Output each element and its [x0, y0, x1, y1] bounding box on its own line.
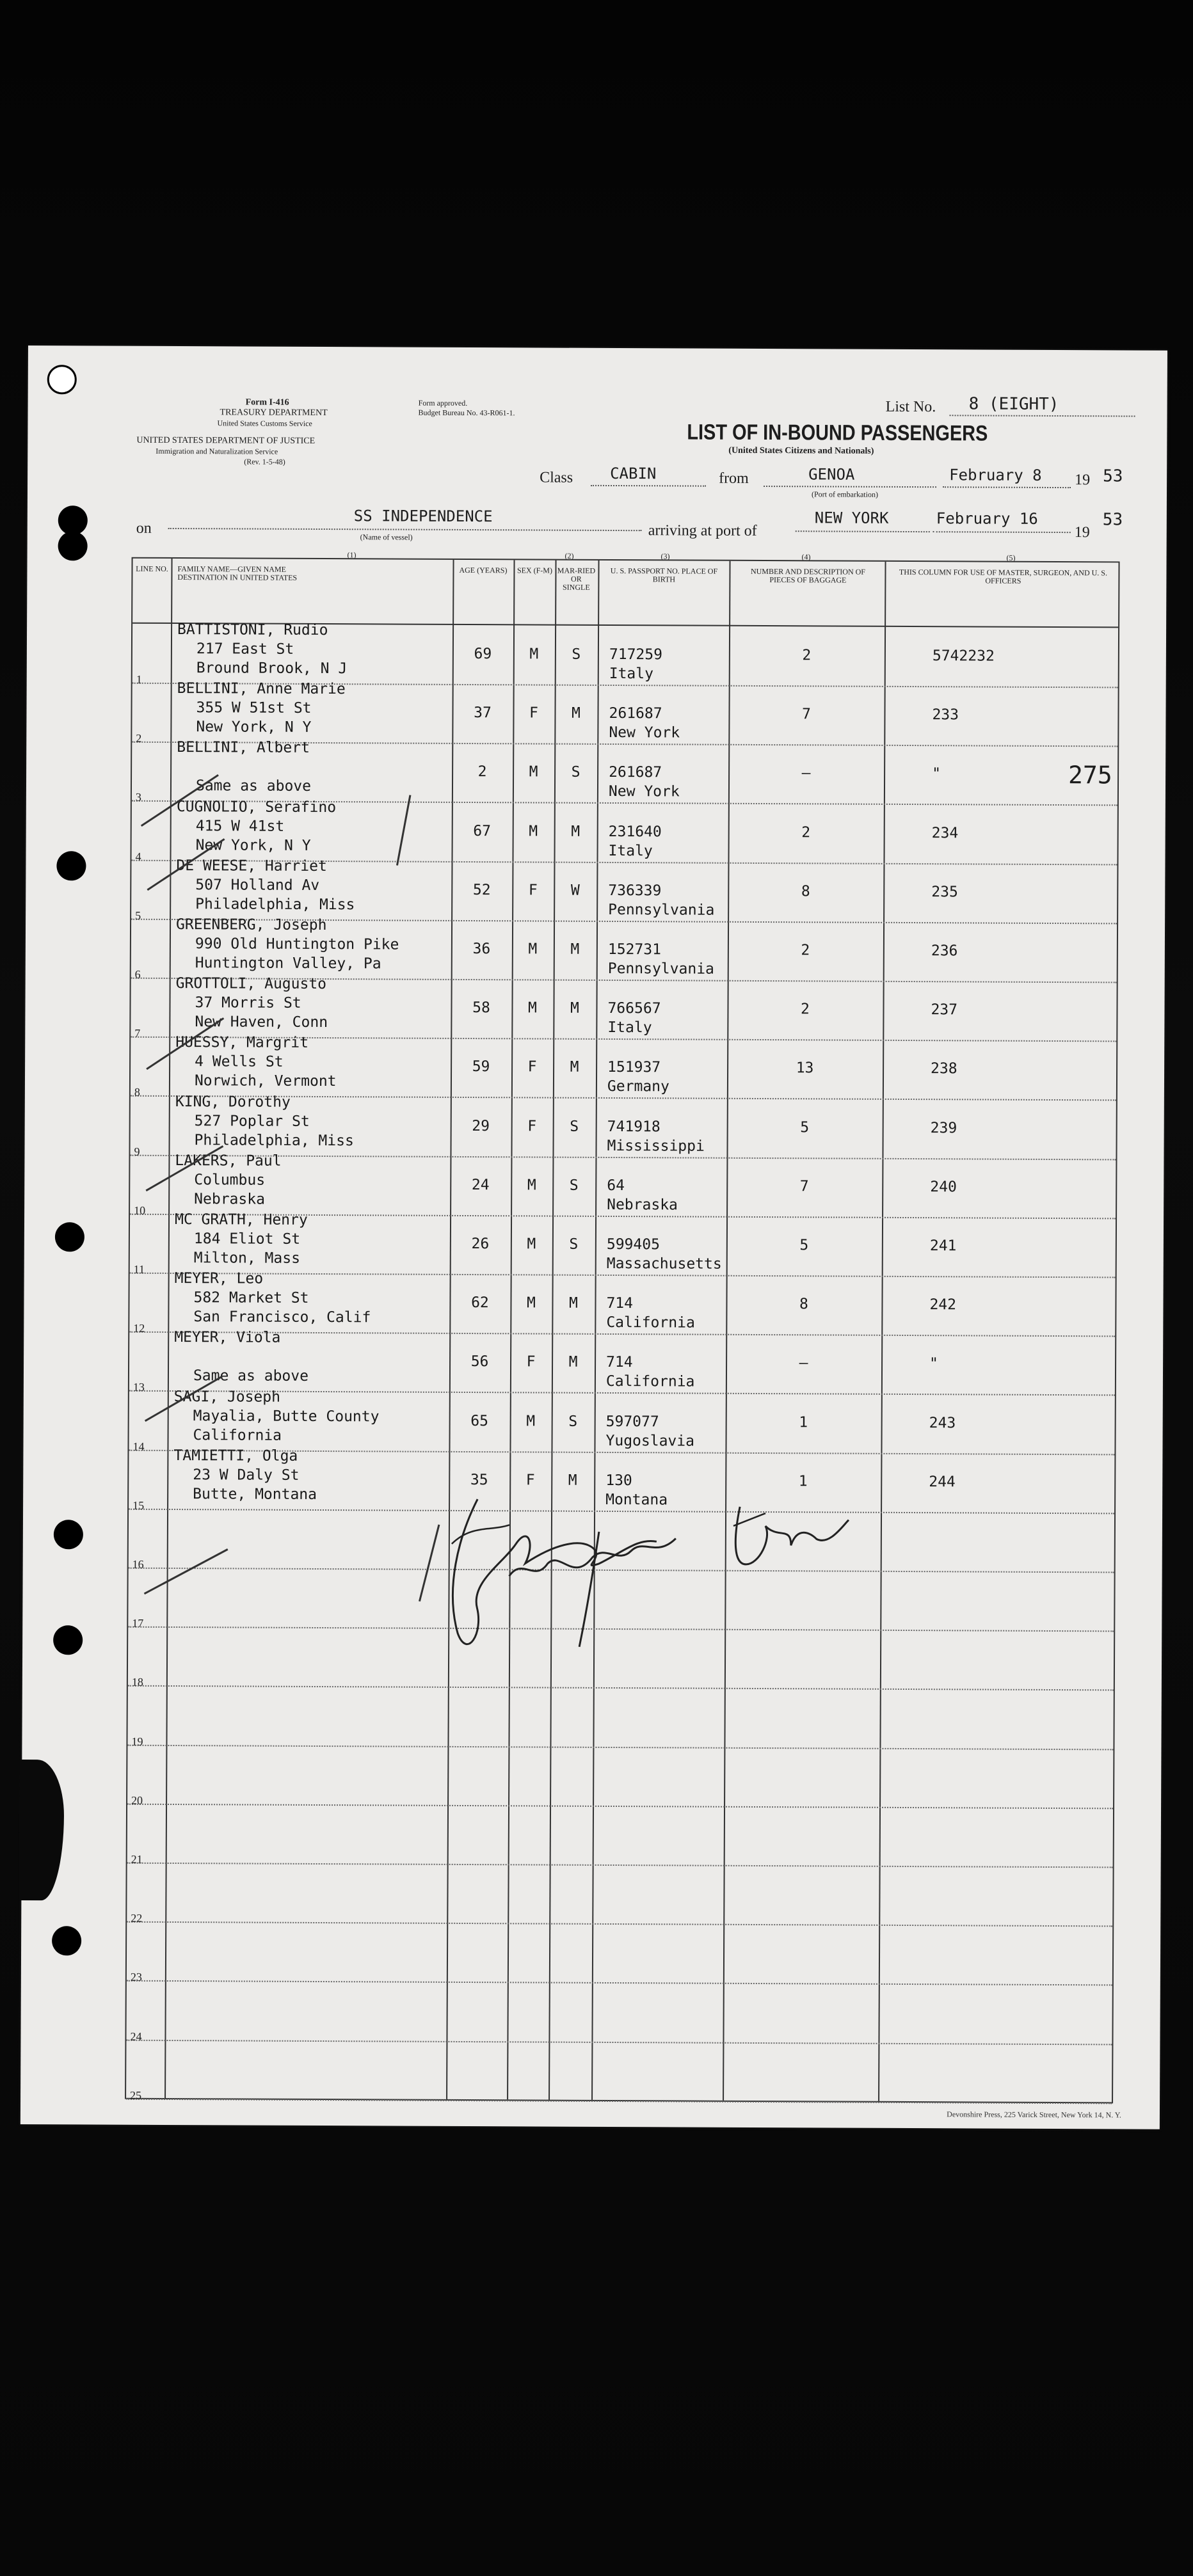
depart-date: February 8: [949, 466, 1042, 484]
line-number: 16: [132, 1557, 144, 1571]
class-underline: [591, 485, 706, 487]
officer-number: 239: [930, 1119, 957, 1136]
baggage-count: 1: [799, 1413, 808, 1431]
address-line-2: California: [193, 1426, 282, 1444]
printer-footer: Devonshire Press, 225 Varick Street, New York 14, N. Y.: [947, 2110, 1121, 2120]
address-line-2: Butte, Montana: [193, 1485, 317, 1503]
table-row: [127, 1863, 1112, 1927]
place-of-birth: Italy: [608, 842, 653, 859]
line-number: 17: [132, 1616, 144, 1630]
sex: F: [527, 1058, 537, 1076]
arrival-date-underline: [933, 531, 1071, 533]
punch-hole: [55, 1222, 84, 1252]
tally-marks: [118, 768, 481, 1704]
officer-number: 235: [931, 883, 958, 901]
line-number: 19: [131, 1735, 143, 1748]
officer-number: 244: [929, 1473, 956, 1491]
table-row: [126, 1980, 1112, 2045]
place-of-birth: California: [606, 1314, 695, 1332]
col-header-line: LINE NO.: [136, 564, 168, 573]
marital-status: S: [568, 1413, 578, 1430]
line-number: 20: [131, 1793, 143, 1807]
passport-number: 741918: [607, 1118, 661, 1135]
officer-number: 236: [931, 942, 958, 960]
age: 65: [470, 1412, 489, 1429]
sex: M: [527, 999, 537, 1017]
passenger-name: BELLINI, Albert: [177, 739, 310, 757]
address-line-2: San Francisco, Calif: [193, 1308, 371, 1326]
col-caption-4: (4): [801, 552, 811, 562]
officer-number: 5742232: [932, 648, 995, 665]
col-header-age: AGE (YEARS): [459, 565, 508, 575]
col-header-name: FAMILY NAME—GIVEN NAME DESTINATION IN UNITED STATES: [177, 564, 298, 582]
vessel-underline: [168, 528, 642, 531]
line-number: 8: [134, 1086, 140, 1099]
table-row: [132, 680, 1117, 747]
passenger-name: TAMIETTI, Olga: [173, 1447, 298, 1465]
marital-status: M: [572, 704, 580, 722]
address-line-1: 23 W Daly St: [193, 1466, 300, 1484]
punch-hole: [47, 365, 77, 394]
passenger-name: LAKERS, Paul: [175, 1152, 282, 1170]
table-row: [132, 621, 1118, 688]
sex: F: [527, 1118, 537, 1135]
marital-status: S: [571, 764, 580, 781]
address-line-2: Norwich, Vermont: [194, 1072, 337, 1090]
passenger-name: MC GRATH, Henry: [174, 1211, 308, 1228]
from-label: from: [719, 470, 749, 487]
immigration-service: Immigration and Naturalization Service: [156, 446, 278, 456]
address-line-2: Bround Brook, N J: [196, 660, 348, 678]
passenger-name: SAGI, Joseph: [173, 1388, 281, 1406]
address-line-2: Huntington Valley, Pa: [195, 955, 381, 973]
marital-status: S: [569, 1177, 579, 1194]
col-caption-2: (2): [564, 551, 574, 561]
passport-number: 231640: [608, 823, 662, 840]
address-line-2: Same as above: [193, 1367, 309, 1385]
sex: M: [528, 941, 538, 958]
passenger-name: CUGNOLIO, Serafino: [176, 798, 337, 816]
sex: M: [529, 763, 538, 781]
col-caption-5: (5): [1006, 553, 1016, 562]
passenger-name: GROTTOLI, Augusto: [175, 975, 327, 993]
officer-number: ": [929, 1355, 938, 1372]
age: 2: [477, 763, 487, 781]
address-line-1: Columbus: [194, 1171, 266, 1189]
officer-number: 238: [931, 1060, 957, 1077]
baggage-count: 8: [799, 1296, 808, 1313]
age: 62: [471, 1294, 489, 1312]
officer-number: 241: [929, 1237, 957, 1255]
age: 36: [472, 941, 491, 958]
arrival-year-prefix: 19: [1074, 524, 1090, 541]
baggage-count: 1: [798, 1473, 808, 1490]
address-line-1: 415 W 41st: [195, 817, 285, 835]
baggage-count: 5: [799, 1237, 809, 1254]
baggage-count: 2: [800, 1001, 810, 1018]
address-line-1: 507 Holland Av: [195, 876, 320, 894]
marital-status: S: [572, 646, 581, 663]
place-of-birth: California: [605, 1373, 695, 1390]
col-caption-1: (1): [347, 550, 356, 560]
document-title: LIST OF IN-BOUND PASSENGERS: [687, 420, 988, 446]
address-line-1: 990 Old Huntington Pike: [195, 935, 399, 953]
list-no-underline: [950, 415, 1135, 417]
col-header-baggage: NUMBER AND DESCRIPTION OF PIECES OF BAGGAGE: [750, 566, 866, 585]
passenger-name: BATTISTONI, Rudio: [177, 621, 328, 639]
address-line-1: 37 Morris St: [195, 994, 301, 1012]
on-label: on: [136, 520, 152, 537]
officer-number: 240: [930, 1178, 957, 1196]
address-line-2: Milton, Mass: [193, 1250, 301, 1267]
from-underline: [764, 486, 936, 488]
line-number: 2: [136, 731, 142, 745]
age: 35: [470, 1471, 488, 1488]
passport-number: 766567: [607, 1000, 661, 1017]
vessel-name: SS INDEPENDENCE: [353, 507, 493, 526]
col-header-passport: U. S. PASSPORT NO. PLACE OF BIRTH: [610, 566, 718, 584]
passport-number: 151937: [607, 1059, 661, 1076]
age: 52: [472, 881, 491, 898]
sex: M: [527, 1236, 536, 1253]
address-line-2: New York, N Y: [196, 719, 312, 736]
marital-status: S: [569, 1236, 579, 1253]
arriving-label: arriving at port of: [648, 522, 757, 539]
treasury-department: TREASURY DEPARTMENT: [220, 408, 328, 418]
line-number: 18: [131, 1676, 143, 1689]
table-row: [127, 1744, 1113, 1809]
baggage-count: 2: [801, 942, 810, 959]
passport-number: 261687: [609, 705, 662, 722]
place-of-birth: Nebraska: [607, 1196, 678, 1214]
place-of-birth: Pennsylvania: [608, 901, 715, 919]
line-number: 13: [132, 1381, 145, 1394]
form-number: Form I-416: [245, 397, 289, 408]
punch-hole: [52, 1926, 81, 1955]
list-no-label: List No.: [885, 398, 936, 416]
age: 58: [472, 999, 490, 1017]
marital-status: M: [570, 1059, 579, 1076]
place-of-birth: Germany: [607, 1078, 669, 1095]
officer-number: ": [932, 765, 941, 783]
torn-edge: [19, 1760, 64, 1900]
address-line-1: 527 Poplar St: [194, 1112, 310, 1130]
marital-status: M: [568, 1294, 578, 1312]
depart-year-prefix: 19: [1075, 472, 1091, 489]
port-embarkation-caption: (Port of embarkation): [811, 489, 878, 499]
line-number: 9: [134, 1145, 140, 1158]
officer-number: 234: [931, 824, 959, 841]
arrival-port: NEW YORK: [814, 509, 889, 527]
passport-number: 261687: [609, 764, 662, 781]
sex: F: [529, 704, 538, 722]
line-number: 5: [135, 909, 141, 922]
line-number: 10: [134, 1204, 146, 1217]
marital-status: W: [570, 882, 580, 899]
col-header-officers: THIS COLUMN FOR USE OF MASTER, SURGEON, AND U. S. OFFICERS: [899, 567, 1108, 585]
address-line-1: 217 East St: [196, 640, 294, 658]
passport-number: 130: [605, 1472, 632, 1489]
form-approved: Form approved.: [418, 398, 468, 408]
place-of-birth: Italy: [609, 665, 654, 683]
revision: (Rev. 1-5-48): [244, 457, 285, 466]
sex: M: [526, 1413, 536, 1430]
address-line-1: 4 Wells St: [195, 1053, 284, 1071]
officer-signature: [432, 1486, 894, 1712]
officer-number: 242: [929, 1296, 957, 1314]
baggage-count: 7: [799, 1178, 809, 1195]
vessel-caption: (Name of vessel): [360, 532, 413, 542]
baggage-count: 2: [801, 823, 811, 841]
passport-number: 717259: [609, 646, 663, 664]
passport-number: 714: [606, 1354, 633, 1371]
document-subtitle: (United States Citizens and Nationals): [728, 445, 874, 456]
list-no-value: 8 (EIGHT): [968, 394, 1059, 415]
sex: F: [528, 882, 538, 899]
sex: M: [526, 1294, 536, 1312]
place-of-birth: New York: [608, 783, 680, 800]
col-caption-3: (3): [661, 552, 670, 561]
baggage-count: 13: [796, 1060, 814, 1077]
line-number: 11: [133, 1262, 145, 1276]
line-number: 4: [135, 850, 141, 863]
passenger-name: HUESSY, Margrit: [175, 1034, 309, 1052]
place-of-birth: Montana: [605, 1491, 668, 1509]
officer-number: 233: [932, 706, 959, 724]
class-label: Class: [540, 469, 573, 486]
sex: M: [529, 823, 538, 840]
age: 67: [473, 822, 492, 839]
depart-date-underline: [943, 486, 1071, 488]
marital-status: M: [571, 823, 580, 840]
age: 29: [472, 1117, 490, 1134]
line-number: 15: [132, 1499, 145, 1512]
address-line-2: Nebraska: [194, 1190, 266, 1208]
place-of-birth: Yugoslavia: [605, 1432, 695, 1450]
depart-year: 53: [1103, 466, 1123, 486]
officer-number: 237: [931, 1001, 958, 1019]
marital-status: M: [568, 1354, 578, 1371]
line-number: 22: [131, 1911, 143, 1925]
passport-number: 736339: [608, 882, 662, 900]
line-number: 1: [136, 672, 142, 686]
place-of-birth: Italy: [607, 1019, 652, 1037]
class-value: CABIN: [610, 464, 657, 483]
line-number: 12: [133, 1321, 145, 1335]
passenger-list-page: [20, 346, 1167, 2129]
line-number: 21: [131, 1852, 143, 1866]
passport-number: 599405: [606, 1236, 661, 1253]
arrival-port-underline: [796, 530, 930, 532]
passenger-name: DE WEESE, Harriet: [176, 857, 327, 875]
line-number: 14: [132, 1440, 145, 1453]
punch-hole: [53, 1625, 83, 1655]
baggage-count: 2: [802, 647, 812, 664]
customs-service: United States Customs Service: [217, 418, 312, 428]
passport-number: 597077: [605, 1413, 659, 1430]
sex: F: [526, 1353, 536, 1371]
age: 26: [471, 1236, 490, 1253]
col-header-married: MAR-RIED OR SINGLE: [557, 566, 596, 592]
baggage-count: 5: [800, 1118, 810, 1136]
table-row: [127, 1804, 1113, 1868]
col-header-sex: SEX (F-M): [516, 566, 553, 575]
baggage-count: 8: [801, 883, 810, 900]
table-row: [127, 1921, 1112, 1986]
age: 56: [470, 1353, 489, 1371]
table-row: [126, 2039, 1112, 2104]
margin-note: 275: [1068, 761, 1112, 790]
place-of-birth: Massachusetts: [606, 1255, 722, 1273]
marital-status: M: [570, 941, 580, 958]
age: 59: [472, 1058, 490, 1076]
officer-number: 243: [929, 1414, 956, 1431]
sex: F: [525, 1472, 535, 1489]
address-line-1: 184 Eliot St: [193, 1230, 301, 1248]
marital-status: M: [568, 1472, 577, 1489]
place-of-birth: Pennsylvania: [607, 960, 714, 978]
line-number: 24: [130, 2030, 142, 2043]
address-line-1: 355 W 51st St: [196, 699, 312, 717]
address-line-2: New Haven, Conn: [195, 1014, 328, 1031]
punch-hole: [54, 1520, 83, 1549]
line-number: 6: [134, 967, 141, 981]
age: 37: [474, 704, 492, 722]
arrival-date: February 16: [936, 509, 1038, 528]
line-number: 25: [130, 2088, 142, 2102]
baggage-count: –: [801, 765, 811, 782]
passport-number: 152731: [607, 941, 662, 958]
marital-status: M: [570, 999, 579, 1017]
passenger-name: KING, Dorothy: [175, 1093, 291, 1111]
passenger-name: MEYER, Viola: [174, 1329, 281, 1347]
marital-status: S: [570, 1118, 579, 1135]
address-line-2: New York, N Y: [195, 836, 311, 854]
punch-hole: [56, 851, 86, 880]
line-number: 23: [130, 1971, 142, 1984]
address-line-2: Philadelphia, Miss: [195, 895, 355, 914]
passenger-name: BELLINI, Anne Marie: [177, 680, 346, 698]
sex: M: [527, 1177, 536, 1194]
passenger-name: GREENBERG, Joseph: [175, 916, 327, 934]
line-number: 7: [134, 1026, 141, 1040]
from-value: GENOA: [808, 465, 855, 484]
punch-hole: [58, 531, 88, 561]
line-number: 3: [135, 791, 141, 804]
address-line-2: Same as above: [195, 777, 312, 795]
department-of-justice: UNITED STATES DEPARTMENT OF JUSTICE: [136, 435, 316, 446]
address-line-1: Mayalia, Butte County: [193, 1407, 380, 1426]
age: 24: [471, 1176, 490, 1193]
age: 69: [474, 646, 492, 663]
baggage-count: 7: [802, 706, 811, 723]
arrival-year: 53: [1102, 510, 1123, 530]
place-of-birth: New York: [609, 724, 680, 742]
budget-bureau: Budget Bureau No. 43-R061-1.: [418, 408, 515, 418]
baggage-count: –: [799, 1355, 808, 1372]
passport-number: 64: [607, 1177, 625, 1194]
address-line-1: 582 Market St: [193, 1289, 309, 1307]
place-of-birth: Mississippi: [607, 1137, 705, 1155]
passport-number: 714: [606, 1295, 634, 1312]
passenger-name: MEYER, Leo: [174, 1270, 264, 1287]
address-line-2: Philadelphia, Miss: [194, 1131, 354, 1149]
sex: M: [529, 646, 539, 663]
